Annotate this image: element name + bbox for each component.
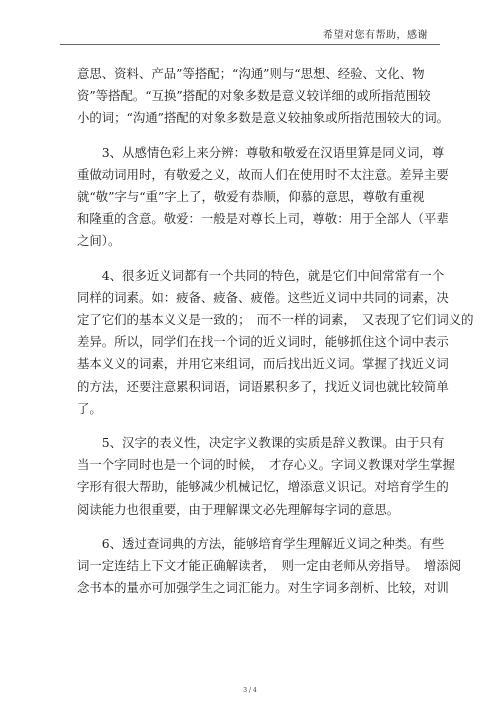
paragraph [77, 63, 449, 130]
text-line: 了。 [77, 400, 102, 416]
text-line: 5、汉字的表义性，决定字义教课的实质是辞义教课。由于只有 [77, 435, 445, 451]
text-line: 就“敬”字与“重”字上了，敬爱有恭顺，仰慕的意思，尊敬有重视 [77, 189, 425, 205]
text-line: 和隆重的含意。敬爱：一般是对尊长上司，尊敬：用于全部人（平辈 [77, 211, 449, 227]
text-line: 6、透过查词典的方法，能够培育学生理解近义词之种类。有些 [77, 535, 445, 551]
text-line: 当一个字同时也是一个词的时候， 才存心义。字词义教课对学生掌握 [77, 457, 455, 473]
text-line: 字形有很大帮助，能够减少机械记忆，增添意义识记。对培育学生的 [77, 479, 449, 495]
text-line: 词一定连结上下文才能正确解读者， 则一定由老师从旁指导。 增添阅 [77, 558, 462, 574]
text-line: 的方法，还要注意累积词语，词语累积多了，找近义词也就比较简单 [77, 378, 449, 394]
text-line: 小的词；“沟通”搭配的对象多数是意义较抽象或所指范围较大的词。 [77, 110, 449, 126]
text-line: 定了它们的基本义义是一致的； 而不一样的词素， 又表现了它们词义的 [77, 312, 474, 328]
text-line: 念书本的量亦可加强学生之词汇能力。对生字词多剖析、比较，对训 [77, 580, 449, 596]
text-line: 重做动词用时，有敬爱之义，故而人们在使用时不太注意。差异主要 [77, 166, 449, 182]
text-line: 4、很多近义词都有一个共同的特色，就是它们中间常常有一个 [77, 267, 445, 283]
text-line: 资”等搭配。“互换”搭配的对象多数是意义较详细的或所指范围较 [77, 88, 431, 104]
text-line: 意思、资料、产品”等搭配；“沟通”则与“思想、经验、文化、物 [77, 66, 425, 81]
text-line: 阅读能力也很重要，由于理解课文必先理解每字词的意思。 [77, 501, 400, 517]
text-line: 差异。所以，同学们在找一个词的近义词时，能够抓住这个词中表示 [77, 334, 449, 350]
paragraph [77, 142, 449, 253]
text-line: 3、从感情色彩上来分辨：尊敬和敬爱在汉语里算是同义词，尊 [77, 144, 445, 160]
text-line: 之间）。 [77, 233, 121, 249]
header-rule [60, 44, 440, 45]
page-number: 3 / 4 [243, 687, 257, 694]
paragraph [77, 265, 474, 420]
text-line: 同样的词素。如：疲备、疲备、疲倦。这些近义词中共同的词素，决 [77, 289, 449, 305]
page-header: 希望对您有帮助，感谢 [323, 30, 428, 41]
paragraph [77, 432, 455, 521]
document-body [77, 63, 474, 611]
paragraph [77, 533, 462, 600]
text-line: 基本义义的词素，并用它来组词，而后找出近义词。掌握了找近义词 [77, 356, 449, 372]
